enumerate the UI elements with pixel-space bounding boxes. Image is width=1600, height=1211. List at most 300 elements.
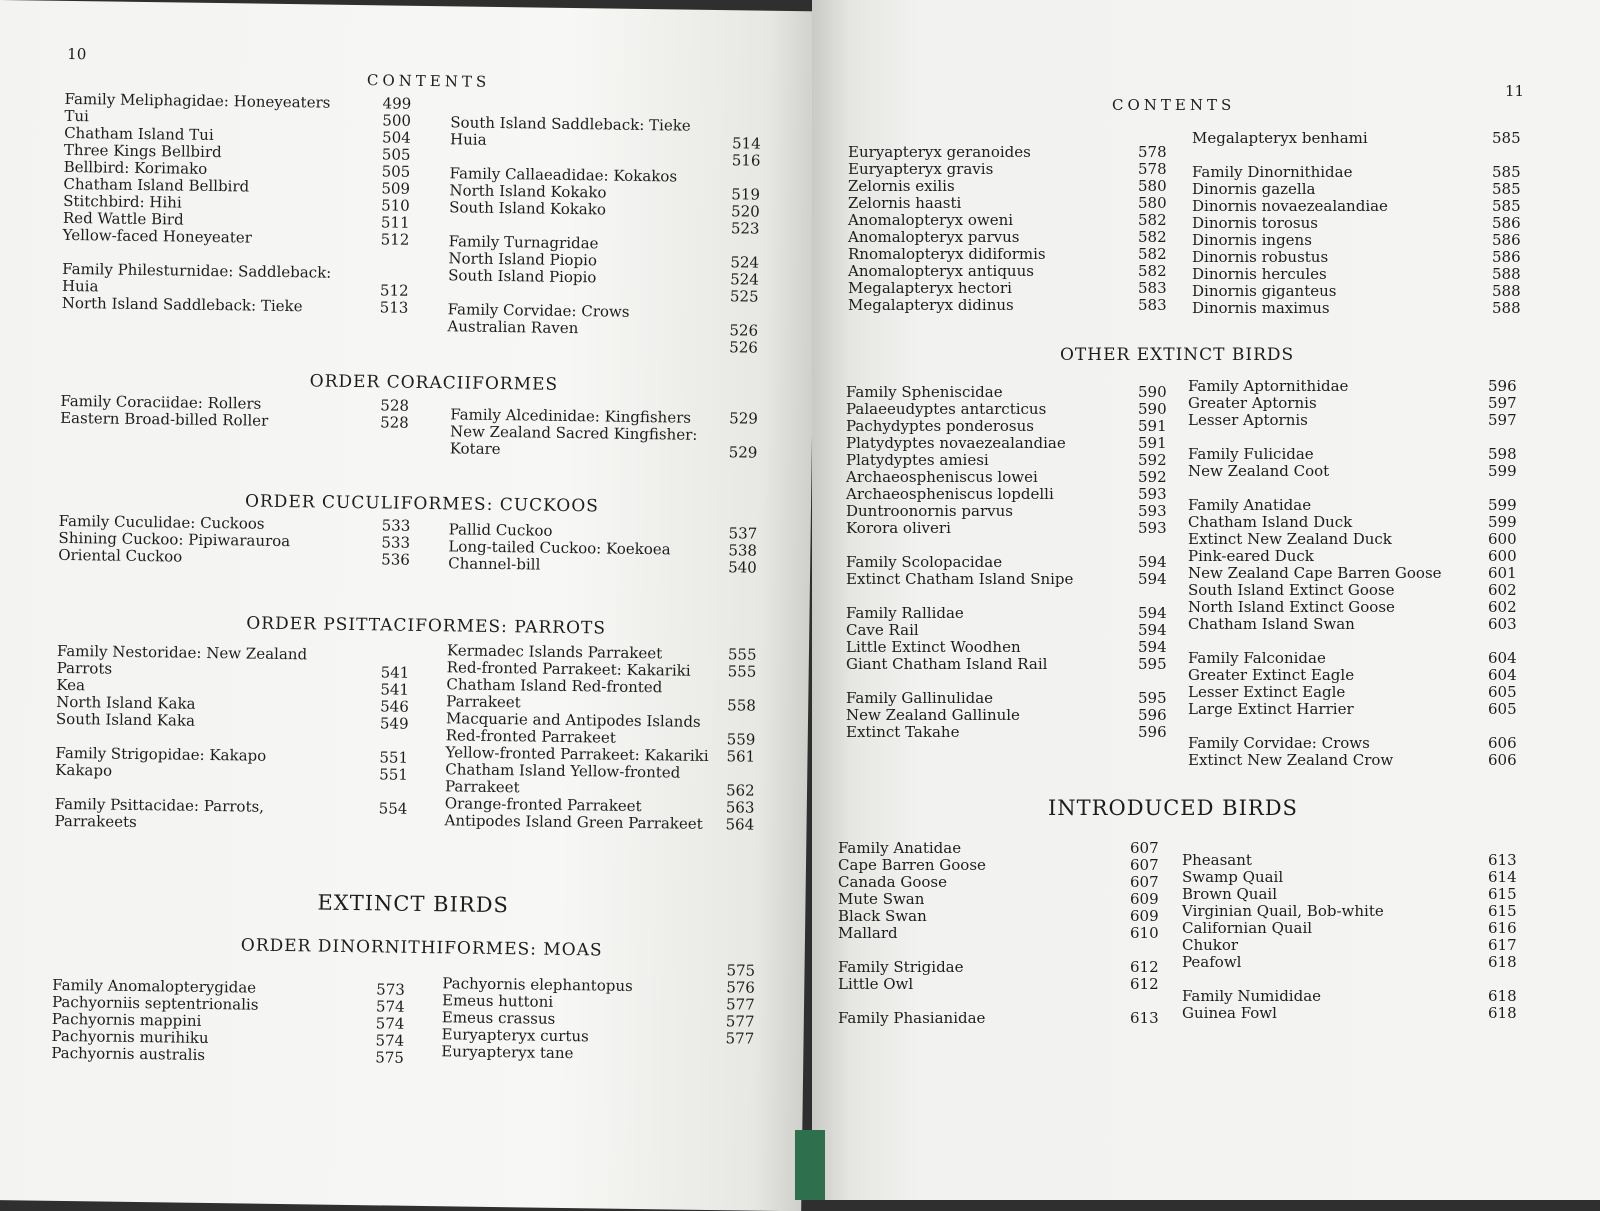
entry-title: Family Meliphagidae: Honeyeaters xyxy=(64,89,331,112)
entry-title: Chukor xyxy=(1182,936,1239,954)
entry-page-number: 511 xyxy=(380,213,410,232)
toc-entry xyxy=(1188,514,1533,531)
entry-page-number: 500 xyxy=(382,111,412,130)
toc-spacer xyxy=(846,673,1191,690)
entry-page-number: 554 xyxy=(378,799,408,818)
toc-column xyxy=(60,393,425,432)
entry-page-number: 551 xyxy=(379,748,409,767)
section-heading: EXTINCT BIRDS xyxy=(317,890,510,918)
entry-title: Black Swan xyxy=(838,907,927,925)
entry-page-number: 590 xyxy=(1138,383,1167,401)
entry-title: Pachyornis murihiku xyxy=(51,1026,209,1048)
running-head: CONTENTS xyxy=(366,71,491,91)
entry-title: Huia xyxy=(61,276,99,296)
toc-column xyxy=(441,958,756,1064)
entry-title: Pachyorniis septentrionalis xyxy=(51,992,259,1014)
entry-page-number: 524 xyxy=(730,253,760,272)
toc-spacer xyxy=(1188,633,1533,650)
toc-entry xyxy=(838,959,1183,976)
entry-page-number: 578 xyxy=(1138,160,1167,178)
toc-entry xyxy=(1188,378,1533,395)
entry-title: Peafowl xyxy=(1182,953,1242,971)
entry-title: Extinct New Zealand Crow xyxy=(1188,751,1394,769)
entry-title: Family Philesturnidae: Saddleback: xyxy=(62,259,332,282)
entry-title: Family Rallidae xyxy=(846,604,964,622)
entry-title: Virginian Quail, Bob-white xyxy=(1182,902,1384,920)
entry-page-number: 600 xyxy=(1488,547,1517,565)
toc-entry xyxy=(1192,232,1532,249)
toc-entry xyxy=(846,452,1191,469)
toc-entry xyxy=(848,178,1193,195)
entry-title: Anomalopteryx oweni xyxy=(848,211,1014,229)
entry-page-number: 529 xyxy=(728,443,758,462)
entry-page-number: 605 xyxy=(1488,700,1517,718)
entry-page-number: 593 xyxy=(1138,485,1167,503)
page-number: 10 xyxy=(67,44,87,64)
entry-title: Family Turnagridae xyxy=(448,232,599,253)
entry-title: New Zealand Gallinule xyxy=(846,706,1020,724)
toc-column xyxy=(450,406,761,461)
entry-page-number: 555 xyxy=(727,662,757,681)
entry-page-number: 604 xyxy=(1488,649,1517,667)
entry-title: Chatham Island Red-fronted xyxy=(446,675,663,697)
entry-page-number: 574 xyxy=(375,1014,405,1033)
entry-page-number: 605 xyxy=(1488,683,1517,701)
toc-column xyxy=(444,642,757,833)
entry-page-number: 528 xyxy=(380,396,410,415)
entry-title: Pachyornis elephantopus xyxy=(442,974,633,995)
toc-column xyxy=(846,384,1191,741)
entry-page-number: 607 xyxy=(1130,839,1159,857)
entry-title: North Island Saddleback: Tieke xyxy=(61,293,303,316)
entry-title: Cape Barren Goose xyxy=(838,856,986,874)
entry-title: North Island Extinct Goose xyxy=(1188,598,1395,616)
entry-page-number: 609 xyxy=(1130,907,1159,925)
entry-page-number: 577 xyxy=(725,1029,755,1048)
entry-page-number: 533 xyxy=(381,533,411,552)
toc-entry xyxy=(447,335,757,356)
entry-page-number: 592 xyxy=(1138,451,1167,469)
entry-page-number: 520 xyxy=(730,202,760,221)
entry-title: Red-fronted Parrakeet: Kakariki xyxy=(446,658,691,680)
entry-page-number: 614 xyxy=(1488,868,1517,886)
entry-page-number: 583 xyxy=(1138,296,1167,314)
toc-entry xyxy=(1188,599,1533,616)
entry-title: Orange-fronted Parrakeet xyxy=(444,794,642,816)
entry-title: Family Corvidae: Crows xyxy=(1188,734,1370,752)
entry-title: Family Nestoridae: New Zealand xyxy=(56,641,308,664)
entry-title: Euryapteryx tane xyxy=(441,1042,574,1063)
entry-title: Zelornis haasti xyxy=(848,194,962,212)
entry-page-number: 585 xyxy=(1492,163,1521,181)
entry-title: Pallid Cuckoo xyxy=(448,520,553,540)
entry-page-number: 519 xyxy=(731,185,761,204)
toc-entry xyxy=(1182,954,1527,971)
toc-entry xyxy=(1188,616,1533,633)
entry-title: Tui xyxy=(64,106,89,126)
toc-column xyxy=(447,114,760,356)
entry-title: North Island Kokako xyxy=(449,181,607,202)
toc-column xyxy=(51,977,417,1067)
toc-entry xyxy=(441,1043,751,1064)
entry-title: Mute Swan xyxy=(838,890,925,908)
toc-entry xyxy=(1182,852,1527,869)
entry-page-number: 596 xyxy=(1138,706,1167,724)
entry-title: Parrots xyxy=(56,658,113,678)
toc-entry xyxy=(1182,869,1527,886)
entry-page-number: 594 xyxy=(1138,604,1167,622)
toc-entry xyxy=(848,297,1193,314)
entry-page-number: 582 xyxy=(1138,245,1167,263)
toc-spacer xyxy=(838,993,1183,1010)
toc-entry xyxy=(1188,582,1533,599)
toc-entry xyxy=(1192,130,1532,147)
entry-page-number: 596 xyxy=(1138,723,1167,741)
entry-title: Lesser Aptornis xyxy=(1188,411,1308,429)
entry-title: North Island Kaka xyxy=(56,692,196,713)
entry-page-number: 616 xyxy=(1488,919,1517,937)
entry-title: North Island Piopio xyxy=(448,249,598,270)
entry-page-number: 546 xyxy=(380,697,409,716)
toc-entry xyxy=(848,212,1193,229)
section-heading: ORDER CUCULIFORMES: CUCKOOS xyxy=(244,491,600,517)
entry-title: Pachyornis mappini xyxy=(51,1009,202,1030)
page-number: 11 xyxy=(1505,82,1525,100)
entry-title: Parrakeet xyxy=(446,692,521,712)
entry-title: Little Extinct Woodhen xyxy=(846,638,1021,656)
entry-page-number: 505 xyxy=(381,145,411,164)
toc-entry xyxy=(1188,667,1533,684)
entry-page-number: 597 xyxy=(1488,394,1517,412)
entry-page-number: 575 xyxy=(375,1048,405,1067)
entry-page-number: 606 xyxy=(1488,734,1517,752)
toc-entry xyxy=(1188,548,1533,565)
toc-column xyxy=(838,840,1183,1027)
toc-entry xyxy=(846,554,1191,571)
entry-title: South Island Piopio xyxy=(448,266,597,287)
toc-entry xyxy=(848,195,1193,212)
running-head: CONTENTS xyxy=(1112,96,1236,114)
entry-page-number: 561 xyxy=(726,747,756,766)
entry-title: Rnomalopteryx didiformis xyxy=(848,245,1046,263)
toc-entry xyxy=(848,263,1193,280)
toc-entry xyxy=(1188,735,1533,752)
toc-entry xyxy=(1188,412,1533,429)
entry-page-number: 591 xyxy=(1138,417,1167,435)
toc-entry xyxy=(846,486,1191,503)
entry-title: Red Wattle Bird xyxy=(62,208,184,229)
entry-title: Pink-eared Duck xyxy=(1188,547,1314,565)
entry-page-number: 590 xyxy=(1138,400,1167,418)
toc-entry xyxy=(838,857,1183,874)
entry-page-number: 564 xyxy=(725,815,755,834)
entry-page-number: 586 xyxy=(1492,231,1521,249)
entry-page-number: 588 xyxy=(1492,282,1521,300)
entry-title: Emeus huttoni xyxy=(441,991,554,1011)
entry-title: Family Cuculidae: Cuckoos xyxy=(58,511,265,533)
toc-entry xyxy=(846,571,1191,588)
entry-page-number: 551 xyxy=(379,765,408,784)
entry-title: Family Dinornithidae xyxy=(1192,163,1353,181)
toc-spacer xyxy=(1188,429,1533,446)
toc-entry xyxy=(1192,266,1532,283)
entry-page-number: 536 xyxy=(381,550,410,569)
entry-page-number: 593 xyxy=(1138,502,1167,520)
entry-page-number: 528 xyxy=(380,413,409,432)
entry-title: Family Falconidae xyxy=(1188,649,1326,667)
entry-title: Family Aptornithidae xyxy=(1188,377,1349,395)
entry-title: Canada Goose xyxy=(838,873,947,891)
entry-title: Eastern Broad-billed Roller xyxy=(60,408,269,430)
entry-page-number: 505 xyxy=(381,162,411,181)
toc-spacer xyxy=(838,942,1183,959)
toc-entry xyxy=(1192,181,1532,198)
entry-title: Kermadec Islands Parrakeet xyxy=(446,641,663,663)
toc-entry xyxy=(1188,395,1533,412)
entry-page-number: 582 xyxy=(1138,262,1167,280)
entry-title: Palaeeudyptes antarcticus xyxy=(846,400,1047,418)
entry-title: Chatham Island Bellbird xyxy=(63,174,250,196)
entry-page-number: 538 xyxy=(728,541,758,560)
toc-entry xyxy=(1182,937,1527,954)
entry-page-number: 580 xyxy=(1138,177,1167,195)
entry-title: Extinct Takahe xyxy=(846,723,960,741)
toc-entry xyxy=(846,435,1191,452)
entry-title: Dinornis ingens xyxy=(1192,231,1312,249)
right-page xyxy=(812,0,1600,1200)
toc-entry xyxy=(838,874,1183,891)
entry-title: Kea xyxy=(56,675,86,695)
toc-entry xyxy=(1188,531,1533,548)
entry-page-number: 512 xyxy=(380,230,410,249)
entry-title: Chatham Island Duck xyxy=(1188,513,1353,531)
entry-page-number: 607 xyxy=(1130,856,1159,874)
entry-title: Euryapteryx gravis xyxy=(848,160,994,178)
toc-entry xyxy=(1192,164,1532,181)
entry-title: Archaeospheniscus lowei xyxy=(846,468,1038,486)
entry-page-number: 594 xyxy=(1138,570,1167,588)
entry-title: New Zealand Coot xyxy=(1188,462,1330,480)
toc-entry xyxy=(838,976,1183,993)
entry-title: Pachyornis australis xyxy=(51,1043,206,1064)
entry-title: Shining Cuckoo: Pipiwarauroa xyxy=(58,528,291,551)
entry-page-number: 598 xyxy=(1488,445,1517,463)
entry-page-number: 512 xyxy=(379,281,409,300)
entry-title: Bellbird: Korimako xyxy=(63,157,208,178)
section-heading: OTHER EXTINCT BIRDS xyxy=(1060,345,1295,365)
toc-entry xyxy=(846,520,1191,537)
toc-entry xyxy=(1182,1005,1527,1022)
entry-page-number: 585 xyxy=(1492,180,1521,198)
entry-page-number: 516 xyxy=(731,151,761,170)
section-heading: INTRODUCED BIRDS xyxy=(1048,796,1298,820)
entry-page-number: 594 xyxy=(1138,553,1167,571)
entry-title: Family Anatidae xyxy=(838,839,962,857)
toc-entry xyxy=(846,656,1191,673)
entry-title: Mallard xyxy=(838,924,898,942)
entry-title: Anomalopteryx antiquus xyxy=(848,262,1034,280)
entry-page-number: 499 xyxy=(382,94,412,113)
entry-title: Pachydyptes ponderosus xyxy=(846,417,1034,435)
entry-title: Kotare xyxy=(449,439,501,459)
toc-entry xyxy=(838,908,1183,925)
entry-title: Dinornis maximus xyxy=(1192,299,1330,317)
entry-page-number: 618 xyxy=(1488,953,1517,971)
entry-page-number: 593 xyxy=(1138,519,1167,537)
entry-title: Family Alcedinidae: Kingfishers xyxy=(450,405,692,427)
entry-page-number: 594 xyxy=(1138,621,1167,639)
entry-page-number: 604 xyxy=(1488,666,1517,684)
entry-title: South Island Saddleback: Tieke xyxy=(450,113,691,135)
entry-page-number: 606 xyxy=(1488,751,1517,769)
entry-page-number: 559 xyxy=(726,730,756,749)
entry-title: Family Strigidae xyxy=(838,958,964,976)
toc-column xyxy=(58,513,424,569)
entry-title: Family Numididae xyxy=(1182,987,1322,1005)
toc-spacer xyxy=(1182,971,1527,988)
entry-title: Archaeospheniscus lopdelli xyxy=(846,485,1054,503)
entry-title: New Zealand Cape Barren Goose xyxy=(1188,564,1442,582)
entry-page-number: 612 xyxy=(1130,975,1159,993)
entry-title: Dinornis giganteus xyxy=(1192,282,1337,300)
section-subheading: ORDER DINORNITHIFORMES: MOAS xyxy=(240,935,603,961)
entry-page-number: 595 xyxy=(1138,655,1167,673)
entry-title: Dinornis robustus xyxy=(1192,248,1329,266)
entry-page-number: 583 xyxy=(1138,279,1167,297)
entry-page-number: 549 xyxy=(379,714,409,733)
entry-title: Lesser Extinct Eagle xyxy=(1188,683,1346,701)
entry-title: Long-tailed Cuckoo: Koekoea xyxy=(448,537,671,559)
entry-title: Antipodes Island Green Parrakeet xyxy=(444,811,703,833)
entry-title: Large Extinct Harrier xyxy=(1188,700,1354,718)
toc-column xyxy=(54,643,422,835)
entry-title: Family Gallinulidae xyxy=(846,689,994,707)
entry-page-number: 586 xyxy=(1492,214,1521,232)
entry-title: Family Phasianidae xyxy=(838,1009,986,1027)
toc-column xyxy=(62,91,430,317)
entry-title: Family Callaeadidae: Kokakos xyxy=(449,164,678,186)
entry-page-number: 575 xyxy=(726,961,756,980)
entry-title: Duntroonornis parvus xyxy=(846,502,1013,520)
entry-page-number: 592 xyxy=(1138,468,1167,486)
entry-page-number: 613 xyxy=(1488,851,1517,869)
entry-title: Euryapteryx geranoides xyxy=(848,143,1031,161)
toc-entry xyxy=(1182,903,1527,920)
entry-page-number: 577 xyxy=(725,995,755,1014)
entry-page-number: 610 xyxy=(1130,924,1159,942)
toc-entry xyxy=(1192,283,1532,300)
entry-page-number: 603 xyxy=(1488,615,1517,633)
entry-page-number: 540 xyxy=(728,558,757,577)
entry-page-number: 607 xyxy=(1130,873,1159,891)
entry-title: Emeus crassus xyxy=(441,1008,556,1028)
entry-page-number: 510 xyxy=(381,196,410,215)
entry-title: Megalapteryx hectori xyxy=(848,279,1012,297)
entry-page-number: 582 xyxy=(1138,211,1167,229)
toc-entry xyxy=(848,280,1193,297)
entry-title: Guinea Fowl xyxy=(1182,1004,1277,1022)
entry-page-number: 591 xyxy=(1138,434,1167,452)
entry-title: Red-fronted Parrakeet xyxy=(445,726,616,747)
entry-page-number: 612 xyxy=(1130,958,1159,976)
entry-title: Family Corvidae: Crows xyxy=(447,300,630,321)
toc-entry xyxy=(846,724,1191,741)
entry-page-number: 541 xyxy=(380,663,410,682)
toc-entry xyxy=(846,622,1191,639)
entry-title: Family Fulicidae xyxy=(1188,445,1314,463)
entry-title: Platydyptes amiesi xyxy=(846,451,989,469)
entry-page-number: 541 xyxy=(380,680,410,699)
toc-entry xyxy=(848,161,1193,178)
entry-page-number: 576 xyxy=(726,978,756,997)
entry-title: Dinornis torosus xyxy=(1192,214,1318,232)
toc-entry xyxy=(848,229,1193,246)
entry-page-number: 562 xyxy=(725,781,755,800)
toc-entry xyxy=(1188,565,1533,582)
toc-entry xyxy=(1182,920,1527,937)
entry-title: Parrakeet xyxy=(444,777,520,797)
toc-entry xyxy=(846,384,1191,401)
entry-page-number: 585 xyxy=(1492,129,1521,147)
toc-column xyxy=(1188,378,1533,769)
entry-page-number: 615 xyxy=(1488,885,1517,903)
toc-entry xyxy=(1188,463,1533,480)
book-cover-edge xyxy=(795,1130,825,1200)
toc-entry xyxy=(838,840,1183,857)
entry-page-number: 599 xyxy=(1488,496,1517,514)
entry-title: Cave Rail xyxy=(846,621,919,639)
entry-page-number: 609 xyxy=(1130,890,1159,908)
entry-title: Family Anomalopterygidae xyxy=(52,975,257,997)
entry-title: Swamp Quail xyxy=(1182,868,1284,886)
entry-page-number: 588 xyxy=(1492,265,1521,283)
entry-page-number: 529 xyxy=(729,409,758,428)
entry-title: Dinornis hercules xyxy=(1192,265,1327,283)
entry-page-number: 599 xyxy=(1488,462,1517,480)
toc-entry xyxy=(838,925,1183,942)
entry-title: Family Strigopidae: Kakapo xyxy=(55,743,267,765)
entry-title: Parrakeets xyxy=(54,811,137,831)
entry-title: Anomalopteryx parvus xyxy=(848,228,1020,246)
entry-page-number: 613 xyxy=(1130,1009,1159,1027)
toc-entry xyxy=(448,555,758,576)
entry-page-number: 523 xyxy=(730,219,760,238)
toc-entry xyxy=(1192,215,1532,232)
toc-column xyxy=(1192,130,1532,317)
toc-entry xyxy=(846,401,1191,418)
entry-page-number: 514 xyxy=(731,134,761,153)
entry-title: South Island Kaka xyxy=(55,709,196,730)
entry-title: Greater Aptornis xyxy=(1188,394,1317,412)
entry-page-number: 580 xyxy=(1138,194,1167,212)
toc-entry xyxy=(1188,701,1533,718)
entry-page-number: 509 xyxy=(381,179,411,198)
toc-entry xyxy=(846,639,1191,656)
toc-spacer xyxy=(1188,480,1533,497)
entry-title: Channel-bill xyxy=(448,554,541,574)
entry-title: Family Psittacidae: Parrots, xyxy=(54,794,265,816)
entry-page-number: 601 xyxy=(1488,564,1517,582)
toc-entry xyxy=(1192,300,1532,317)
toc-spacer xyxy=(846,537,1191,554)
toc-entry xyxy=(848,246,1193,263)
entry-page-number: 596 xyxy=(1488,377,1517,395)
entry-title: Yellow-fronted Parrakeet: Kakariki xyxy=(445,743,709,765)
toc-entry xyxy=(444,812,754,833)
entry-title: Australian Raven xyxy=(447,317,579,338)
entry-title: Family Anatidae xyxy=(1188,496,1312,514)
entry-page-number: 588 xyxy=(1492,299,1521,317)
